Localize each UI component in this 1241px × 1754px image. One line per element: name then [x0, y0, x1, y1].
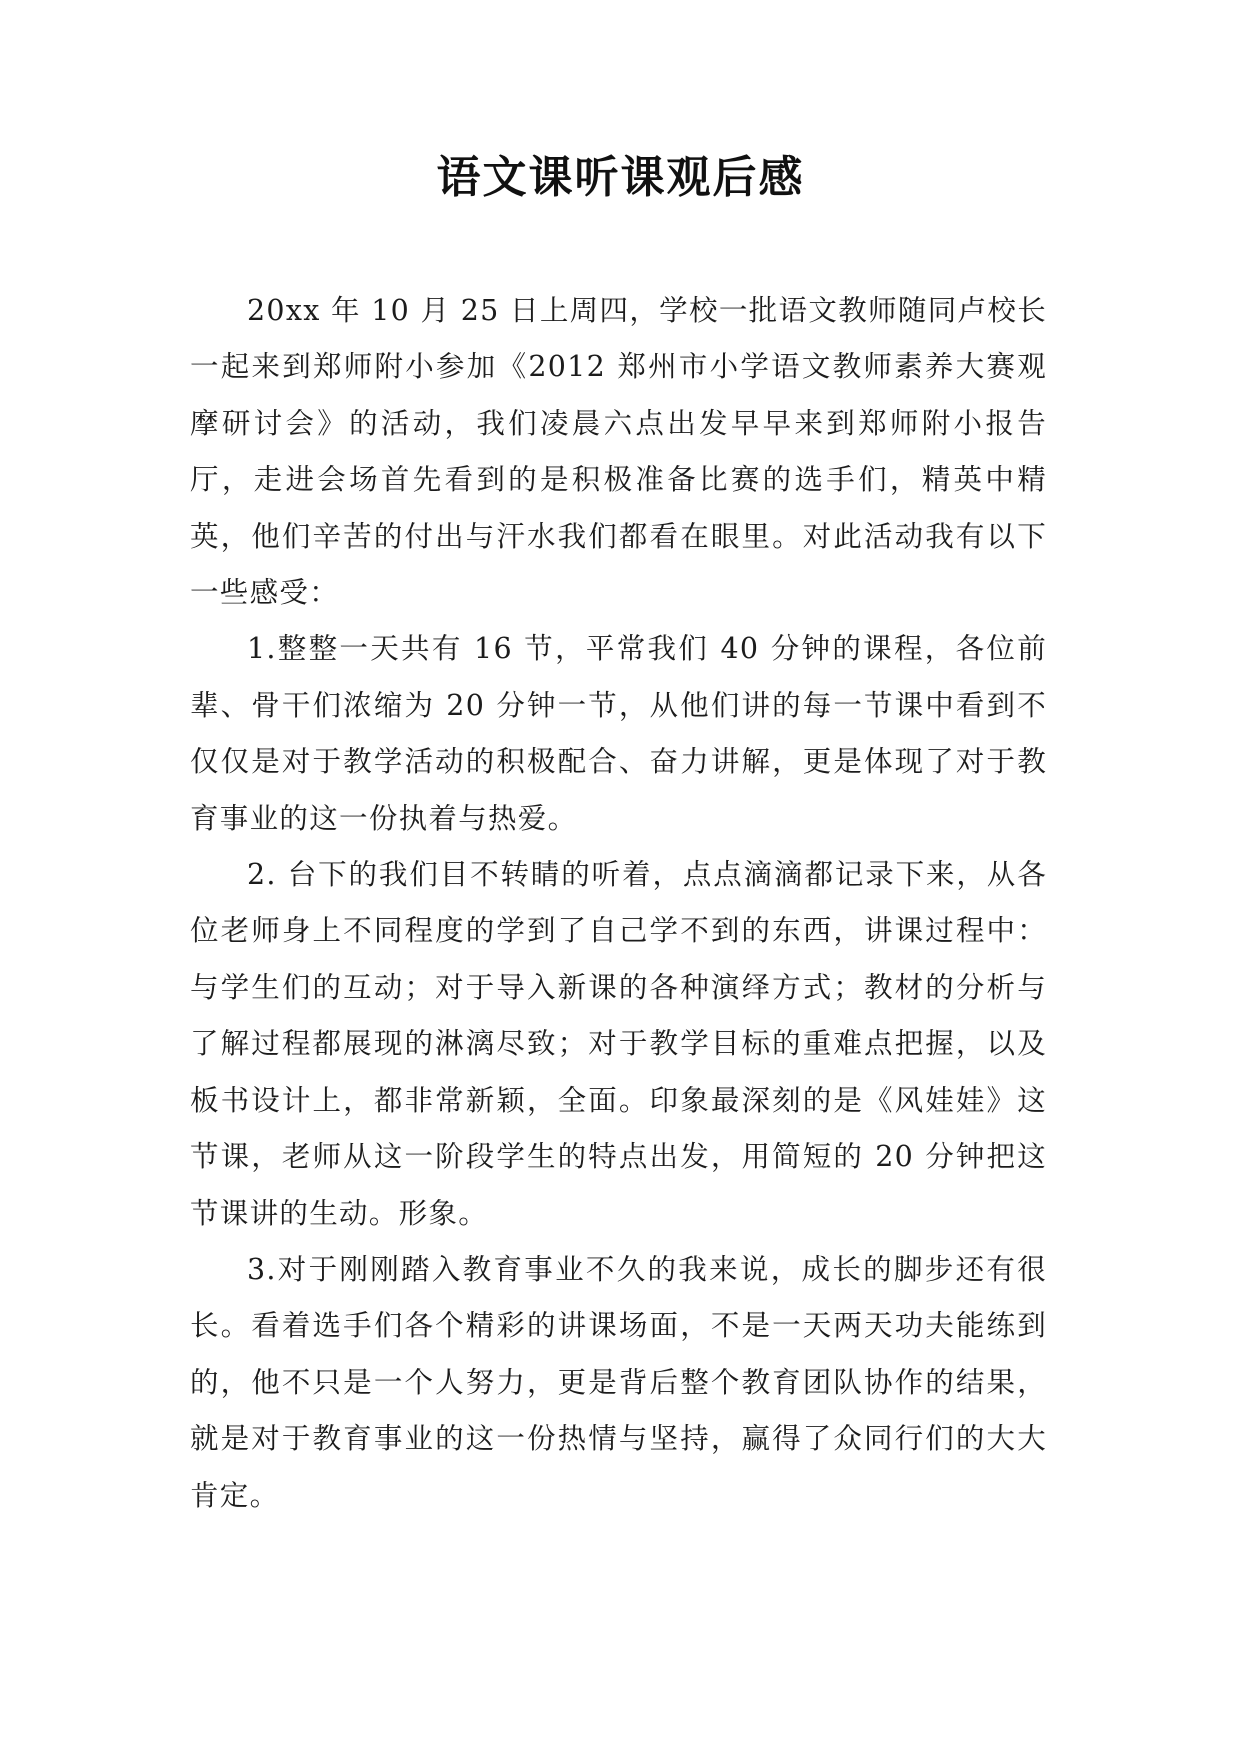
- document-title: 语文课听课观后感: [436, 152, 805, 203]
- paragraph-intro: 20xx 年 10 月 25 日上周四，学校一批语文教师随同卢校长一起来到郑师附小参加《2012 郑州市小学语文教师素养大赛观摩研讨会》的活动，我们凌晨六点出发早早来到郑师附小报告厅，走进会场首先看到的是积极准备比赛的选手们，精英中精英，他们辛苦的付出与汗水我们都看在眼里。对此活动我有以下一些感受：: [190, 294, 1047, 610]
- paragraph-point-3: 3.对于刚刚踏入教育事业不久的我来说，成长的脚步还有很长。看着选手们各个精彩的讲课场面，不是一天两天功夫能练到的，他不只是一个人努力，更是背后整个教育团队协作的结果，就是对于教育事业的这一份热情与坚持，赢得了众同行们的大大肯定。: [190, 1252, 1047, 1512]
- document-body: [190, 283, 1047, 1524]
- paragraph-point-2: 2. 台下的我们目不转睛的听着，点点滴滴都记录下来，从各位老师身上不同程度的学到了自己学不到的东西，讲课过程中：与学生们的互动；对于导入新课的各种演绎方式；教材的分析与了解过程都展现的淋漓尽致；对于教学目标的重难点把握，以及板书设计上，都非常新颖，全面。印象最深刻的是《风娃娃》这节课，老师从这一阶段学生的特点出发，用简短的 20 分钟把这节课讲的生动。形象。: [190, 858, 1047, 1230]
- paragraph-point-1: 1.整整一天共有 16 节，平常我们 40 分钟的课程，各位前辈、骨干们浓缩为 20 分钟一节，从他们讲的每一节课中看到不仅仅是对于教学活动的积极配合、奋力讲解，更是体现了对于教育事业的这一份执着与热爱。: [190, 632, 1047, 835]
